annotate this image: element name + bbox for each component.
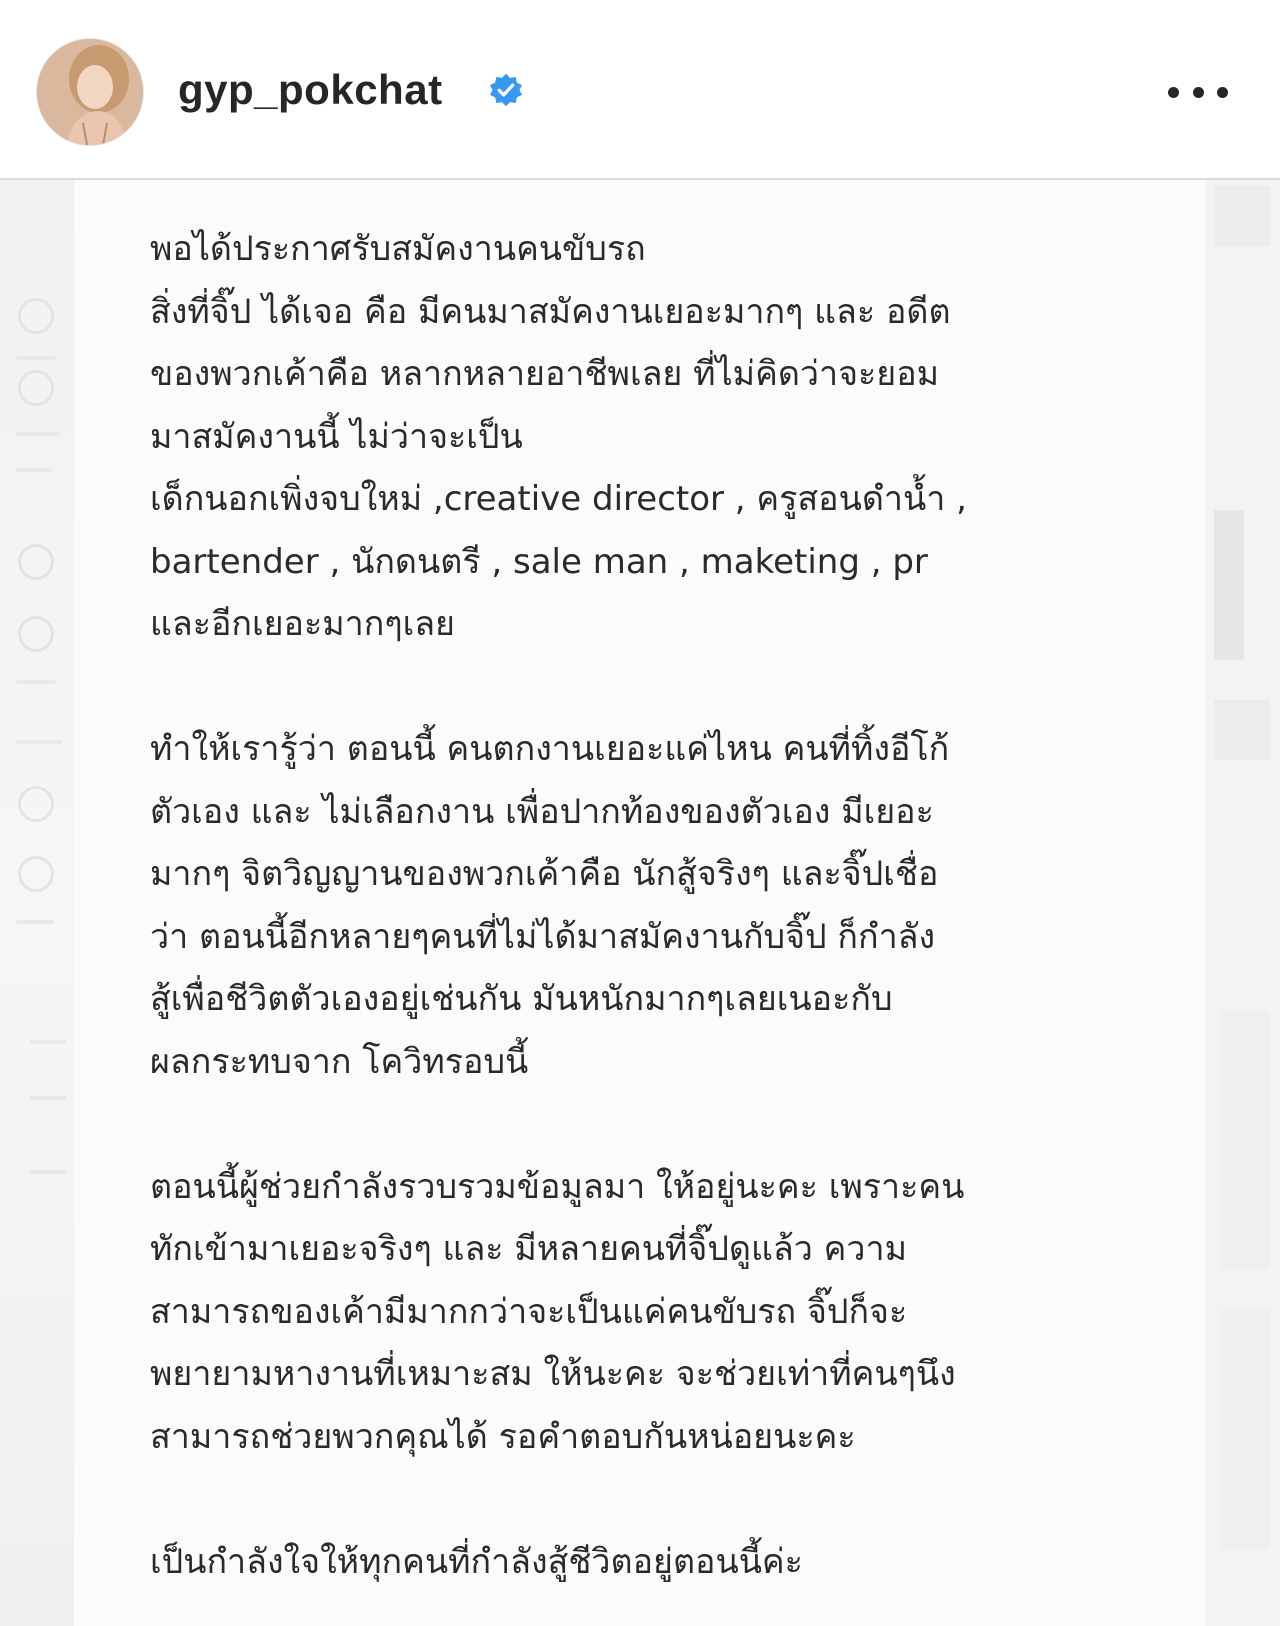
caption-line: เด็กนอกเพิ่งจบใหม่ ,creative director , ครูสอนดำน้ำ , [150,479,967,519]
caption-line: ผลกระทบจาก โควิทรอบนี้ [150,1041,529,1082]
paragraph-spacer [150,656,1160,719]
caption-line: เป็นกำลังใจให้ทุกคนที่กำลังสู้ชีวิตอยู่ตอนนี้ค่ะ [150,1541,803,1582]
verified-badge-icon [488,72,524,108]
more-options-button[interactable] [1168,74,1228,110]
background-ghost-right [1206,180,1280,1626]
background-ghost-left [0,180,74,1626]
paragraph-spacer [150,1093,1160,1156]
more-dot-icon [1193,87,1204,98]
avatar-photo [37,39,143,145]
caption-line: และอีกเยอะมากๆเลย [150,604,455,644]
caption-line: สามารถของเค้ามีมากกว่าจะเป็นแค่คนขับรถ จิ๊ปก็จะ [150,1291,908,1332]
caption-line: ของพวกเค้าคือ หลากหลายอาชีพเลย ที่ไม่คิดว่าจะยอม [150,354,940,394]
post-header [0,0,1280,180]
caption-line: ตัวเอง และ ไม่เลือกงาน เพื่อปากท้องของตัวเอง มีเยอะ [150,791,934,832]
caption-line: ตอนนี้ผู้ช่วยกำลังรวบรวมข้อมูลมา ให้อยู่นะคะ เพราะคน [150,1166,965,1207]
more-dot-icon [1217,87,1228,98]
caption-line: มาสมัคงานนี้ ไม่ว่าจะเป็น [150,416,523,457]
avatar[interactable] [36,38,144,146]
username[interactable]: gyp_pokchat [178,66,443,113]
caption-line: มากๆ จิตวิญญานของพวกเค้าคือ นักสู้จริงๆ และจิ๊ปเชื่อ [150,854,939,894]
caption-line: ว่า ตอนนี้อีกหลายๆคนที่ไม่ได้มาสมัคงานกับจิ๊ป ก็กำลัง [150,916,936,957]
paragraph-spacer [150,1468,1160,1531]
caption-line: พยายามหางานที่เหมาะสม ให้นะคะ จะช่วยเท่าที่คนๆนึง [150,1354,956,1394]
caption-line: สิ่งที่จิ๊ป ได้เจอ คือ มีคนมาสมัคงานเยอะมากๆ และ อดีต [150,291,951,332]
post-caption-text [150,218,1160,1593]
caption-line: bartender , นักดนตรี , sale man , maketing , pr [150,541,928,582]
caption-line: ทักเข้ามาเยอะจริงๆ และ มีหลายคนที่จิ๊ปดูแล้ว ความ [150,1229,907,1269]
caption-line: ทำให้เรารู้ว่า ตอนนี้ คนตกงานเยอะแค่ไหน คนที่ทิ้งอีโก้ [150,729,950,769]
more-dot-icon [1168,87,1179,98]
caption-line: สู้เพื่อชีวิตตัวเองอยู่เช่นกัน มันหนักมากๆเลยเนอะกับ [150,979,893,1019]
caption-line: พอได้ประกาศรับสมัคงานคนขับรถ [150,229,646,269]
caption-line: สามารถช่วยพวกคุณได้ รอคำตอบกันหน่อยนะคะ [150,1416,856,1457]
